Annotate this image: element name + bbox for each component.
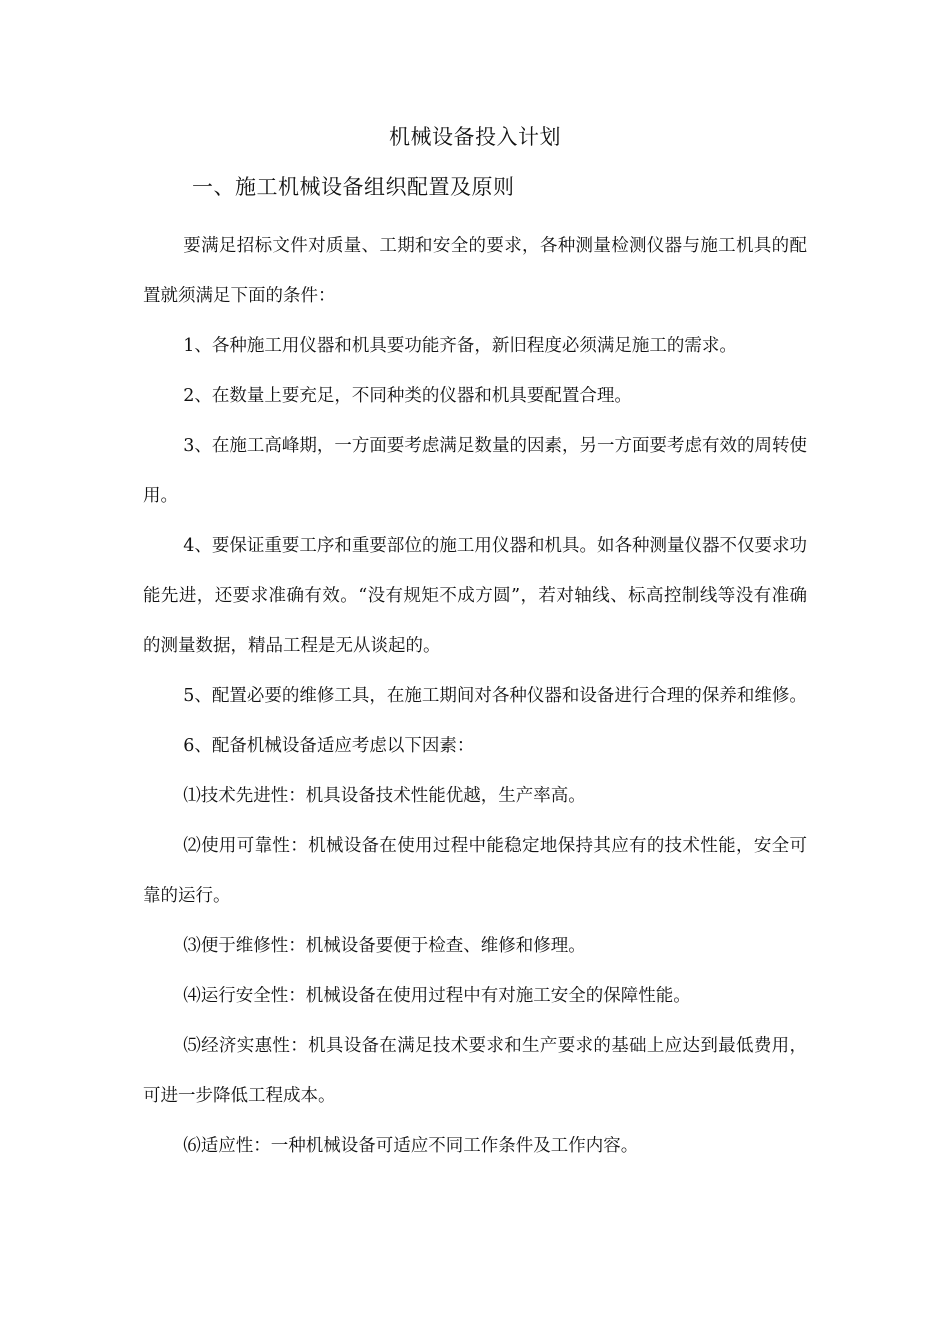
paragraph-factor-6: ⑹适应性：一种机械设备可适应不同工作条件及工作内容。 [183,1136,639,1156]
paragraph-item-1: 1、各种施工用仪器和机具要功能齐备，新旧程度必须满足施工的需求。 [183,336,737,356]
paragraph-item-2: 2、在数量上要充足，不同种类的仪器和机具要配置合理。 [183,386,632,406]
page-title: 机械设备投入计划 [389,125,561,149]
paragraph-item-6: 6、配备机械设备适应考虑以下因素： [183,736,475,756]
document-body [143,221,807,1171]
paragraph-factor-1: ⑴技术先进性：机具设备技术性能优越，生产率高。 [183,786,586,806]
paragraph-factor-4: ⑷运行安全性：机械设备在使用过程中有对施工安全的保障性能。 [183,986,691,1006]
paragraph-intro: 要满足招标文件对质量、工期和安全的要求，各种测量检测仪器与施工机具的配置就须满足下面的条件： [143,236,807,306]
paragraph-item-4: 4、要保证重要工序和重要部位的施工用仪器和机具。如各种测量仪器不仅要求功能先进，还要求准确有效。“没有规矩不成方圆”，若对轴线、标高控制线等没有准确的测量数据，精品工程是无从谈起的。 [143,536,807,656]
paragraph-factor-2: ⑵使用可靠性：机械设备在使用过程中能稳定地保持其应有的技术性能，安全可靠的运行。 [143,836,807,906]
paragraph-item-3: 3、在施工高峰期，一方面要考虑满足数量的因素，另一方面要考虑有效的周转使用。 [143,436,807,506]
paragraph-factor-5: ⑸经济实惠性：机具设备在满足技术要求和生产要求的基础上应达到最低费用，可进一步降低工程成本。 [143,1036,807,1106]
paragraph-factor-3: ⑶便于维修性：机械设备要便于检查、维修和修理。 [183,936,586,956]
paragraph-item-5: 5、配置必要的维修工具，在施工期间对各种仪器和设备进行合理的保养和维修。 [183,686,807,706]
section-heading: 一、施工机械设备组织配置及原则 [192,175,515,199]
